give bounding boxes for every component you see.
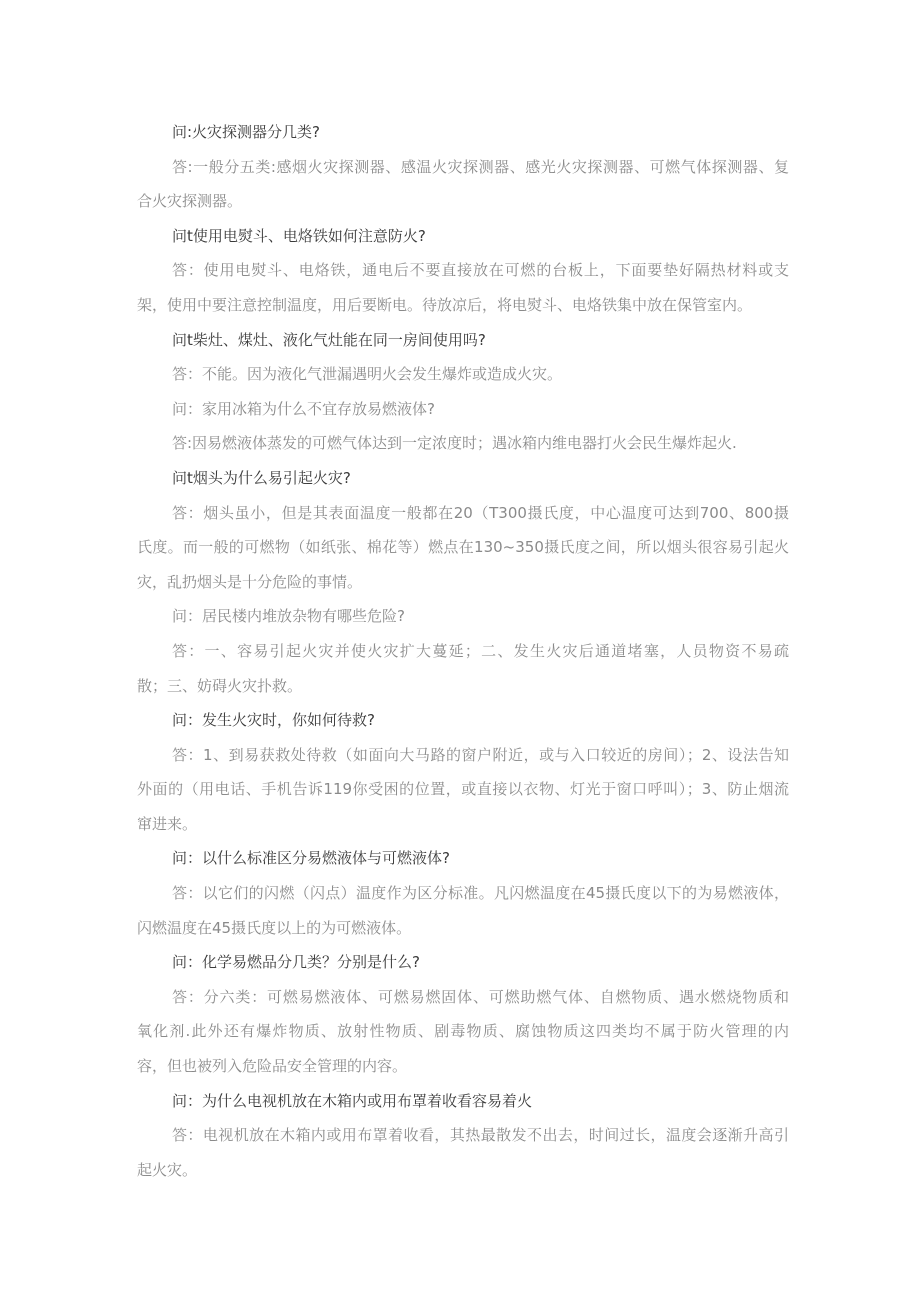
- text-line: 容，但也被列入危险品安全管理的内容。: [137, 1057, 408, 1076]
- text-line: 问t使用电熨斗、电烙铁如何注意防火?: [172, 226, 426, 245]
- text-line: 外面的（用电话、手机告诉119你受困的位置，或直接以衣物、灯光于窗口呼叫）；3、防止烟流: [137, 780, 789, 799]
- text-line: 灾，乱扔烟头是十分危险的事情。: [137, 572, 363, 591]
- answer-paragraph: [137, 980, 789, 1084]
- question-paragraph: [137, 323, 789, 358]
- text-line: 问：以什么标准区分易燃液体与可燃液体?: [172, 849, 450, 868]
- answer-paragraph: [137, 634, 789, 703]
- answer-paragraph: [137, 253, 789, 322]
- answer-paragraph: [137, 876, 789, 945]
- text-line: 答：使用电熨斗、电烙铁，通电后不要直接放在可燃的台板上，下面要垫好隔热材料或支: [172, 261, 789, 280]
- text-line: 问t烟头为什么易引起火灾?: [172, 468, 351, 487]
- answer-paragraph: [137, 357, 789, 392]
- answer-paragraph: [137, 426, 789, 461]
- question-paragraph: [137, 841, 789, 876]
- text-line: 问：为什么电视机放在木箱内或用布罩着收看容易着火: [172, 1091, 533, 1110]
- text-line: 问:火灾探测器分几类?: [172, 123, 321, 141]
- text-line: 窜进来。: [137, 814, 198, 833]
- text-line: 答:一般分五类:感烟火灾探测器、感温火灾探测器、感光火灾探测器、可燃气体探测器、复: [172, 157, 789, 176]
- text-line: 氧化剂.此外还有爆炸物质、放射性物质、剧毒物质、腐蚀物质这四类均不属于防火管理的内: [137, 1022, 789, 1041]
- text-line: 答：1、到易获救处待救（如面向大马路的窗户附近，或与入口较近的房间）；2、设法告知: [172, 745, 789, 764]
- text-line: 问：发生火灾时，你如何待救?: [172, 711, 375, 730]
- text-line: 问t柴灶、煤灶、液化气灶能在同一房间使用吗?: [172, 330, 486, 349]
- text-line: 答：电视机放在木箱内或用布罩着收看，其热最散发不出去，时间过长，温度会逐渐升高引: [172, 1126, 789, 1145]
- question-paragraph: [137, 461, 789, 496]
- answer-paragraph: [137, 496, 789, 600]
- text-line: 答：不能。因为液化气泄漏遇明火会发生爆炸或造成火灾。: [172, 365, 563, 384]
- answer-paragraph: [137, 1118, 789, 1187]
- text-line: 闪燃温度在45摄氏度以上的为可燃液体。: [137, 918, 412, 937]
- question-paragraph: [137, 945, 789, 980]
- text-line: 合火灾探测器。: [137, 192, 243, 211]
- text-line: 问：家用冰箱为什么不宜存放易燃液体?: [172, 399, 435, 418]
- answer-paragraph: [137, 599, 789, 634]
- text-line: 散；三、妨碍火灾扑救。: [137, 676, 303, 695]
- document-body: [137, 115, 789, 1187]
- text-line: 答：分六类：可燃易燃液体、可燃易燃固体、可燃助燃气体、自燃物质、遇水燃烧物质和: [172, 987, 789, 1006]
- text-line: 答：烟头虽小，但是其表面温度一般都在20（T300摄氏度，中心温度可达到700、800摄: [172, 503, 789, 522]
- text-line: 答：一、容易引起火灾并使火灾扩大蔓延；二、发生火灾后通道堵塞，人员物资不易疏: [172, 641, 789, 660]
- text-line: 问：居民楼内堆放杂物有哪些危险?: [172, 607, 405, 626]
- question-paragraph: [137, 115, 789, 150]
- text-line: 架，使用中要注意控制温度，用后要断电。待放凉后，将电熨斗、电烙铁集中放在保管室内。: [137, 295, 753, 314]
- question-paragraph: [137, 219, 789, 254]
- text-line: 问：化学易燃品分几类？分别是什么?: [172, 953, 420, 972]
- text-line: 起火灾。: [137, 1160, 198, 1179]
- question-paragraph: [137, 703, 789, 738]
- text-line: 氏度。而一般的可燃物（如纸张、棉花等）燃点在130~350摄氏度之间，所以烟头很容易引起火: [137, 538, 789, 557]
- answer-paragraph: [137, 392, 789, 427]
- question-paragraph: [137, 1084, 789, 1119]
- text-line: 答：以它们的闪燃（闪点）温度作为区分标准。凡闪燃温度在45摄氏度以下的为易燃液体，: [172, 884, 789, 903]
- answer-paragraph: [137, 738, 789, 842]
- answer-paragraph: [137, 150, 789, 219]
- text-line: 答:因易燃液体蒸发的可燃气体达到一定浓度时；遇冰箱内维电器打火会民生爆炸起火.: [172, 434, 737, 453]
